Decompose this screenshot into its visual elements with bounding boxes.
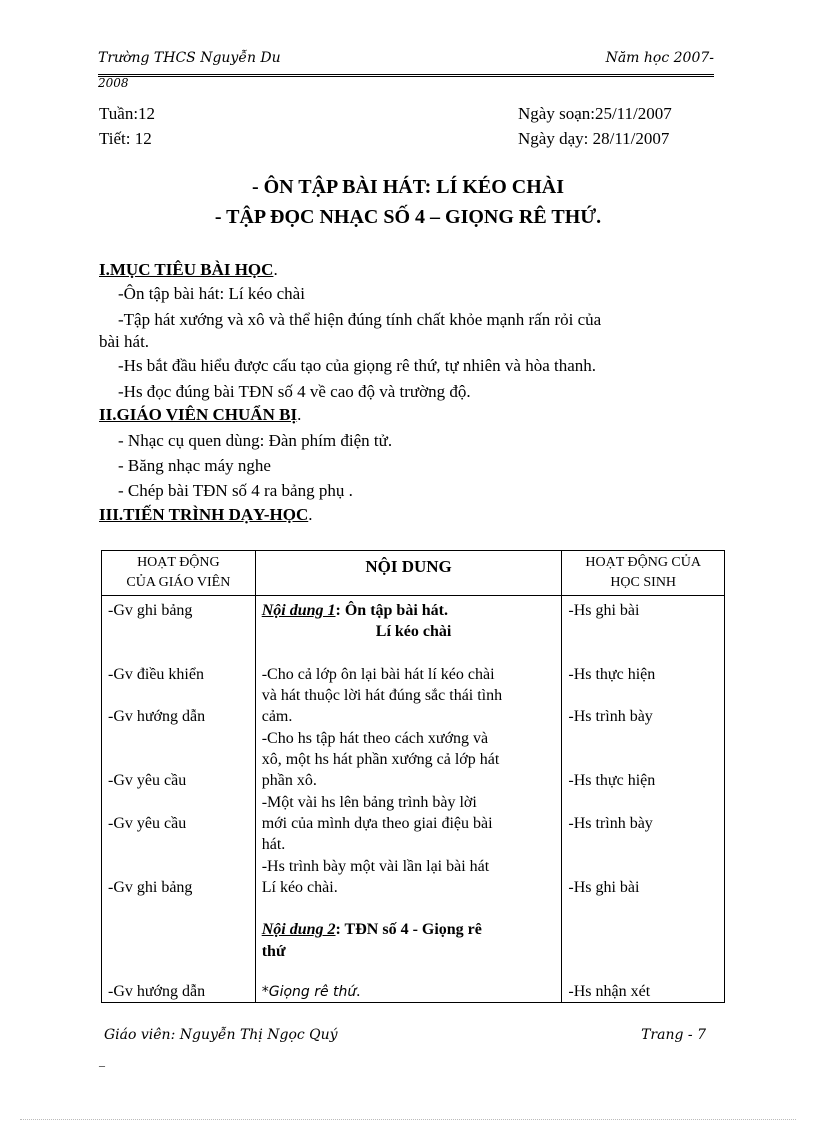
section-3-heading: [99, 505, 313, 525]
section-2-line-2: - Băng nhạc máy nghe: [118, 456, 271, 475]
teacher-item: -Gv ghi bảng: [108, 602, 193, 619]
content-key-dot: .: [356, 983, 361, 1001]
section-3-dot: .: [308, 505, 313, 524]
content-column: [255, 596, 562, 1003]
student-item: -Hs trình bày: [568, 708, 653, 726]
content-line: -Hs trình bày một vài lần lại bài hát: [261, 857, 490, 875]
section-2-line-1: - Nhạc cụ quen dùng: Đàn phím điện tử.: [118, 431, 393, 450]
section-2-line-3: - Chép bài TĐN số 4 ra bảng phụ .: [118, 481, 353, 500]
school-year-wrap: 2008: [98, 78, 129, 88]
school-name: Trường THCS Nguyễn Du: [98, 50, 281, 66]
teacher-item: -Gv ghi bảng: [108, 878, 193, 896]
header-student-line-1: HOẠT ĐỘNG CỦA: [585, 555, 701, 570]
student-item: -Hs thực hiện: [568, 665, 656, 683]
teach-date: Ngày dạy: 28/11/2007: [518, 129, 670, 148]
content-line: xô, một hs hát phần xướng cả lớp hát: [261, 751, 500, 769]
teacher-item: -Gv yêu cầu: [108, 814, 187, 832]
content-line: -Cho hs tập hát theo cách xướng và: [261, 729, 489, 747]
content-line: Lí kéo chài.: [261, 878, 338, 896]
content-heading-2-label: Nội dung 2: [261, 921, 336, 939]
student-item: -Hs ghi bài: [568, 602, 640, 619]
content-line: -Cho cả lớp ôn lại bài hát lí kéo chài: [261, 665, 495, 683]
section-1-line-5: -Hs đọc đúng bài TĐN số 4 về cao độ và trường độ.: [118, 382, 471, 401]
section-1-line-2: -Tập hát xướng và xô và thể hiện đúng tính chất khỏe mạnh rấn rỏi của: [118, 310, 602, 329]
section-1-line-1: -Ôn tập bài hát: Lí kéo chài: [118, 284, 305, 303]
section-2-title: II.GIÁO VIÊN CHUẨN BỊ: [99, 405, 298, 424]
content-line: cảm.: [261, 708, 293, 726]
content-line: phần xô.: [261, 772, 317, 790]
table-header-row: [102, 551, 725, 596]
student-item: -Hs thực hiện: [568, 772, 656, 790]
teacher-item: -Gv hướng dẫn: [108, 982, 206, 1000]
section-3-title: III.TIẾN TRÌNH DẠY-HỌC: [99, 505, 309, 524]
lesson-table: [101, 550, 725, 1003]
content-line: -Một vài hs lên bảng trình bày lời: [261, 793, 477, 811]
header-teacher-line-1: HOẠT ĐỘNG: [137, 555, 220, 570]
teacher-item: -Gv yêu cầu: [108, 772, 187, 790]
header-content: NỘI DUNG: [255, 551, 562, 596]
teacher-column: [102, 596, 256, 1003]
title-line-1: - ÔN TẬP BÀI HÁT: LÍ KÉO CHÀI: [251, 176, 565, 198]
section-2-heading: [99, 405, 301, 425]
header-student-line-2: HỌC SINH: [610, 575, 677, 590]
teacher-item: -Gv điều khiển: [108, 665, 204, 683]
section-1-title: I.MỤC TIÊU BÀI HỌC: [99, 260, 274, 279]
footer-teacher: Giáo viên: Nguyễn Thị Ngọc Quý: [104, 1027, 338, 1043]
page-bottom-divider: [20, 1119, 796, 1120]
section-1-line-3: bài hát.: [99, 332, 150, 351]
song-name: Lí kéo chài: [375, 623, 452, 641]
content-line: và hát thuộc lời hát đúng sắc thái tình: [261, 687, 503, 705]
title-line-2: - TẬP ĐỌC NHẠC SỐ 4 – GIỌNG RÊ THỨ.: [214, 206, 602, 228]
content-heading-1: [262, 600, 556, 621]
section-2-dot: .: [297, 405, 302, 424]
footer-mark: –: [99, 1058, 105, 1072]
content-heading-2-text: : TĐN số 4 - Giọng rê: [335, 921, 482, 939]
header-teacher-activity: [102, 551, 256, 596]
content-key-note: *Giọng rê thứ: [261, 984, 357, 1001]
header-teacher-line-2: CỦA GIÁO VIÊN: [126, 575, 231, 590]
student-item: -Hs ghi bài: [568, 878, 640, 896]
header-student-activity: [562, 551, 725, 596]
section-1-heading: [99, 260, 278, 280]
content-heading-1-text: : Ôn tập bài hát.: [335, 602, 448, 619]
student-item: -Hs nhận xét: [568, 982, 651, 1000]
student-item: -Hs trình bày: [568, 814, 653, 832]
content-heading-2-wrap: thứ: [261, 942, 286, 960]
school-year: Năm học 2007-: [605, 50, 714, 66]
section-1-line-4: -Hs bắt đầu hiểu được cấu tạo của giọng rê thứ, tự nhiên và hòa thanh.: [118, 356, 597, 375]
footer-page: Trang - 7: [641, 1027, 706, 1043]
student-column: [562, 596, 725, 1003]
content-heading-1-label: Nội dung 1: [261, 602, 336, 619]
header-rule: [98, 74, 714, 77]
content-line: mới của mình dựa theo giai điệu bài: [261, 814, 493, 832]
content-heading-2: [262, 919, 556, 940]
section-1-dot: .: [273, 260, 278, 279]
teacher-item: -Gv hướng dẫn: [108, 708, 206, 726]
lesson-label: Tiết: 12: [99, 129, 152, 148]
table-row: [102, 596, 725, 1003]
content-line: [262, 981, 556, 1002]
content-line: hát.: [261, 836, 286, 854]
week-label: Tuần:12: [99, 104, 156, 123]
prep-date: Ngày soạn:25/11/2007: [518, 104, 672, 123]
